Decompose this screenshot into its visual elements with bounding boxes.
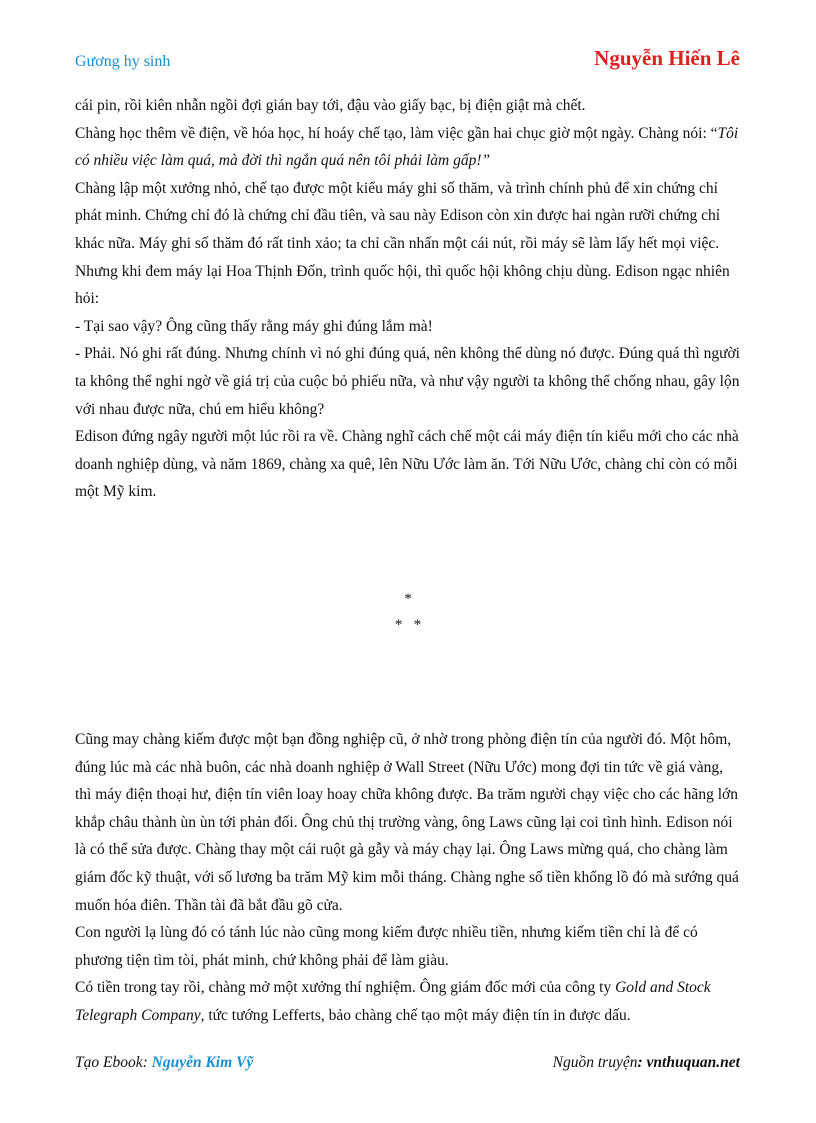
dialogue-line: - Tại sao vậy? Ông cũng thấy rằng máy ghi đúng lắm mà! bbox=[75, 317, 433, 335]
paragraph bbox=[75, 974, 741, 1029]
ebook-separator: : bbox=[142, 1054, 152, 1071]
paragraph bbox=[75, 120, 741, 175]
paragraph-text: Có tiền trong tay rồi, chàng mở một xưởng thí nghiệm. Ông giám đốc mới của công ty bbox=[75, 979, 616, 997]
section-separator-bottom: * * bbox=[394, 617, 422, 633]
ebook-credit bbox=[75, 1054, 253, 1072]
dialogue-line: - Phải. Nó ghi rất đúng. Nhưng chính vì nó ghi đúng quá, nên không thể dùng nó được. Đúng quá thì người ta không thể nghi ngờ về giá trị của cuộc bỏ phiếu nữa, và như vậy người ta không thể chống nhau, gây lộn với nhau được nữa, chú em hiểu không? bbox=[75, 345, 740, 418]
paragraph: Con người lạ lùng đó có tánh lúc nào cũng mong kiếm được nhiều tiền, nhưng kiếm tiền chỉ là để có phương tiện tìm tòi, phát minh, chứ không phải để làm giàu. bbox=[75, 924, 698, 969]
source-label: Nguồn truyện bbox=[552, 1054, 638, 1071]
page-header bbox=[75, 46, 740, 80]
paragraph: Edison đứng ngây người một lúc rồi ra về. Chàng nghĩ cách chế một cái máy điện tín kiểu mới cho các nhà doanh nghiệp dùng, và năm 1869, chàng xa quê, lên Nữu Ước làm ăn. Tới Nữu Ước, chàng chỉ còn có mỗi một Mỹ kim. bbox=[75, 428, 739, 501]
source-separator: : bbox=[637, 1054, 647, 1071]
section-separator-top: * bbox=[404, 591, 412, 607]
company-name: Gold and Stock Telegraph Company bbox=[75, 979, 711, 1024]
paragraph: cái pin, rồi kiên nhẫn ngồi đợi gián bay tới, đậu vào giấy bạc, bị điện giật mà chết. bbox=[75, 97, 586, 114]
ebook-creator-name: Nguyễn Kim Vỹ bbox=[151, 1054, 254, 1071]
author-name: Nguyễn Hiến Lê bbox=[594, 46, 740, 70]
quote-text: Tôi có nhiều việc làm quá, mà đời thì ngắn quá nên tôi phải làm gấp!” bbox=[75, 124, 739, 170]
paragraph: Cũng may chàng kiếm được một bạn đồng nghiệp cũ, ở nhờ trong phòng điện tín của người đó. Một hôm, đúng lúc mà các nhà buôn, các nhà doanh nghiệp ở Wall Street (Nữu Ước) mong đợi tin tức về giá vàng, thì máy điện thoại hư, điện tín viên loay hoay chữa không được. Ba trăm người chạy việc cho các hãng lớn khắp châu thành ùn ùn tới phản đối. Ông chủ thị trường vàng, ông Laws cũng lại coi tình hình. Edison nói là có thể sửa được. Chàng thay một cái ruột gà gẫy và máy chạy lại. Ông Laws mừng quá, cho chàng làm giám đốc kỹ thuật, với số lương ba trăm Mỹ kim mỗi tháng. Chàng nghe số tiền khổng lồ đó mà sướng quá muốn hóa điên. Thần tài đã bắt đầu gõ cửa. bbox=[75, 731, 739, 914]
source-site-link[interactable]: vnthuquan.net bbox=[646, 1054, 740, 1071]
paragraph-text: Chàng học thêm về điện, về hóa học, hí hoáy chế tạo, làm việc gần hai chục giờ một ngày. Chàng nói: “ bbox=[75, 124, 718, 142]
paragraph: Chàng lập một xưởng nhỏ, chế tạo được một kiểu máy ghi số thăm, và trình chính phủ để xin chứng chỉ phát minh. Chứng chỉ đó là chứng chỉ đầu tiên, và sau này Edison còn xin được hai ngàn rưỡi chứng chỉ khác nữa. Máy ghi số thăm đó rất tinh xảo; ta chỉ cần nhấn một cái nút, rồi máy sẽ làm lấy hết mọi việc. Nhưng khi đem máy lại Hoa Thịnh Đốn, trình quốc hội, thì quốc hội không chịu dùng. Edison ngạc nhiên hỏi: bbox=[75, 179, 730, 308]
ebook-label: Tạo Ebook bbox=[75, 1054, 143, 1071]
book-title: Gương hy sinh bbox=[75, 53, 171, 70]
text-block-2 bbox=[75, 726, 741, 1030]
text-block-1 bbox=[75, 92, 741, 506]
source-credit bbox=[553, 1054, 740, 1072]
paragraph-text: , tức tướng Lefferts, bảo chàng chế tạo một máy điện tín in được dấu. bbox=[200, 1006, 631, 1024]
